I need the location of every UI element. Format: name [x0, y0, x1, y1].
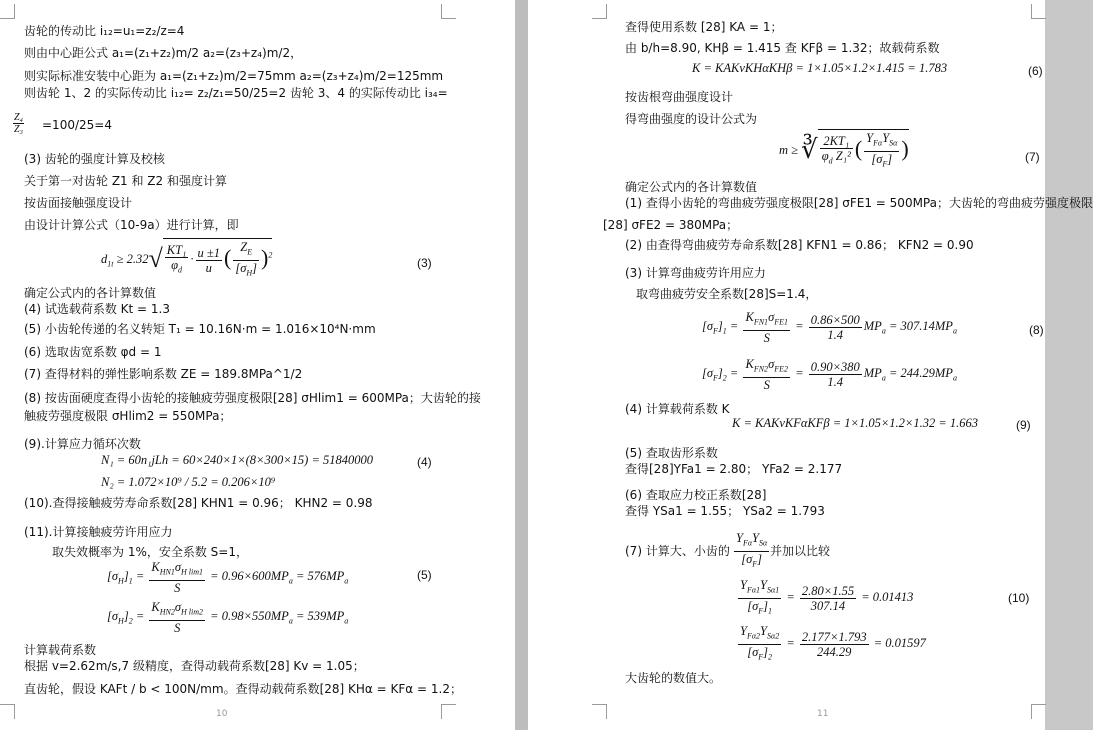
text-line: =100/25=4 [42, 118, 112, 132]
text-line: (6) 查取应力校正系数[28] [625, 488, 767, 502]
text-line: (7) 查得材料的弹性影响系数 ZE = 189.8MPa^1/2 [24, 367, 303, 381]
formula-n2: N₂ = 1.072×10⁹ / 5.2 = 0.206×10⁹ [101, 475, 276, 489]
page-number: 10 [216, 709, 228, 719]
text-line: 大齿轮的数值大。 [625, 671, 722, 685]
equation-number: (5) [417, 568, 432, 582]
text-line: 则实际标准安装中心距为 a₁=(z₁+z₂)m/2=75mm a₂=(z₃+z₄)m/2=125mm [24, 69, 444, 83]
text-line: 查得[28]YFa1 = 2.80； YFa2 = 2.177 [625, 462, 843, 476]
text-line: 关于第一对齿轮 Z1 和 Z2 和强度计算 [24, 174, 227, 188]
text-line: (6) 选取齿宽系数 φd = 1 [24, 345, 162, 359]
text-line: (4) 计算载荷系数 K [625, 402, 730, 416]
text-line: 触疲劳强度极限 σHlim2 = 550MPa； [24, 409, 232, 423]
text-line: (11).计算接触疲劳许用应力 [24, 525, 173, 539]
text-line: 计算载荷系数 [24, 643, 97, 657]
section-heading: 按齿根弯曲强度设计 [625, 90, 734, 104]
text-line: (4) 试选载荷系数 Kt = 1.3 [24, 302, 170, 316]
text-line: (10).查得接触疲劳寿命系数[28] KHN1 = 0.96； KHN2 = 0.98 [24, 496, 373, 510]
text-line: (5) 查取齿形系数 [625, 446, 718, 460]
text-line: 由 b/h=8.90, KHβ = 1.415 查 KFβ = 1.32；故载荷系数 [625, 41, 940, 55]
sf2-value: 244.29 [900, 366, 935, 381]
text-line: 按齿面接触强度设计 [24, 196, 133, 210]
formula-5b: $[\sigma_H]_2$ = $\frac{K_{HN2}\sigma_{H lim2}}{S}$ = $0.98\times 550MP_a = 539MP_a$ [107, 600, 349, 635]
text-line: 得弯曲强度的设计公式为 [625, 112, 758, 126]
formula-10a: $\frac{Y_{F\alpha 1}Y_{S\alpha 1}}{[\sigma_F]_1}$ = $\frac{2.80\times 1.55}{307.14}$ = 0.01413 [740, 578, 914, 615]
crop-mark [0, 704, 15, 719]
crop-mark [1031, 4, 1046, 19]
page-gap [515, 0, 528, 730]
equation-number: (10) [1008, 591, 1030, 605]
crop-mark [1031, 704, 1046, 719]
text-line: (9).计算应力循环次数 [24, 437, 141, 451]
text-line: 并加以比较 [770, 544, 831, 558]
formula-7: m ≥ ∛ $\frac{\text{2KT₁}}{\varphi_d Z_1^2}$ ( $\frac{Y_{F\alpha}Y_{S\alpha}}{[\sigma_F]}$ ) [779, 129, 909, 171]
text-line: 确定公式内的各计算数值 [24, 286, 157, 300]
formula-n1: N₁ = 60n₁jLh = 60×240×1×(8×300×15) = 51840000 [101, 453, 374, 467]
text-line: 确定公式内的各计算数值 [625, 180, 758, 194]
formula-9: K = KAKvKFαKFβ = 1×1.05×1.2×1.32 = 1.663 [732, 416, 979, 430]
text-line: 则齿轮 1、2 的实际传动比 i₁₂= z₂/z₁=50/25=2 齿轮 3、4 的实际传动比 i₃₄= [24, 86, 448, 100]
equation-number: (3) [417, 256, 432, 270]
text-line: (1) 查得小齿轮的弯曲疲劳强度极限[28] σFE1 = 500MPa；大齿轮的弯曲疲劳强度极限 [625, 196, 1093, 210]
text-line: 查得使用系数 [28] KA = 1； [625, 20, 783, 34]
text-line: (2) 由查得弯曲疲劳寿命系数[28] KFN1 = 0.86； KFN2 = 0.90 [625, 238, 974, 252]
page-11 [528, 0, 1093, 730]
page-10 [0, 0, 515, 730]
text-line: (7) 计算大、小齿的 [625, 544, 730, 558]
ratio-fraction: $\frac{Y_{F\alpha}Y_{S\alpha}}{[\sigma_F]}$ [736, 531, 768, 568]
crop-mark [441, 4, 456, 19]
formula-10b: $\frac{Y_{F\alpha 2}Y_{S\alpha 2}}{[\sigma_F]_2}$ = $\frac{2.177\times 1.793}{244.29}$ = 0.01597 [740, 624, 926, 661]
c1-value: 0.01413 [872, 589, 914, 604]
text-line: 取失效概率为 1%，安全系数 S=1， [52, 545, 248, 559]
crop-mark [592, 4, 607, 19]
z4-over-z3: Z₄ Z₃ [14, 112, 24, 135]
sf1-value: 307.14 [900, 319, 935, 334]
equation-number: (8) [1029, 323, 1044, 337]
text-line: 齿轮的传动比 i₁₂=u₁=z₂/z=4 [24, 24, 185, 38]
formula-8a: $[\sigma_F]_1$ = $\frac{K_{FN1}\sigma_{FE1}}{S}$ = $\frac{0.86\times 500}{1.4}$ $MP_a = 307.14MP_a$ [702, 310, 957, 345]
text-line: 由设计计算公式（10-9a）进行计算，即 [24, 218, 239, 232]
formula-8b: $[\sigma_F]_2$ = $\frac{K_{FN2}\sigma_{FE2}}{S}$ = $\frac{0.90\times 380}{1.4}$ $MP_a = 244.29MP_a$ [702, 357, 957, 392]
text-line: 取弯曲疲劳安全系数[28]S=1.4， [636, 287, 818, 301]
crop-mark [0, 4, 15, 19]
text-line: (8) 按齿面硬度查得小齿轮的接触疲劳强度极限[28] σHlim1 = 600MPa；大齿轮的接 [24, 391, 481, 405]
text-line: 根据 v=2.62m/s,7 级精度，查得动载荷系数[28] Kv = 1.05； [24, 659, 365, 673]
equation-number: (7) [1025, 150, 1040, 164]
text-line: (5) 小齿轮传递的名义转矩 T₁ = 10.16N·m = 1.016×10⁴N·mm [24, 322, 376, 336]
formula-5a: $[\sigma_H]_1$ = $\frac{K_{HN1}\sigma_{H lim1}}{S}$ = $0.96\times 600MP_a = 576MP_a$ [107, 560, 349, 595]
text-line: [28] σFE2 = 380MPa； [603, 218, 739, 232]
page-number: 11 [817, 709, 829, 719]
text-line: 则由中心距公式 a₁=(z₁+z₂)m/2 a₂=(z₃+z₄)m/2， [24, 46, 303, 60]
c2-value: 0.01597 [885, 635, 926, 650]
equation-number: (4) [417, 455, 432, 469]
crop-mark [592, 704, 607, 719]
equation-number: (9) [1016, 418, 1031, 432]
crop-mark [441, 704, 456, 719]
text-line: 查得 YSa1 = 1.55； YSa2 = 1.793 [625, 504, 825, 518]
section-heading: (3) 齿轮的强度计算及校核 [24, 152, 165, 166]
text-line: 直齿轮，假设 KAFt / b < 100N/mm。查得动载荷系数[28] KHα = KFα = 1.2； [24, 682, 462, 696]
text-line: (3) 计算弯曲疲劳许用应力 [625, 266, 766, 280]
equation-number: (6) [1028, 64, 1043, 78]
formula-3: $d_{1t} \ge 2.32√$ $\frac{\text{KT₁}}{\varphi_d}$ · $\frac{u \pm 1}{u}$ ( $\frac{Z_E}{[\sigma_H]}$ )$^2$ [101, 238, 272, 280]
formula-6: K = KAKvKHαKHβ = 1×1.05×1.2×1.415 = 1.783 [692, 61, 948, 75]
